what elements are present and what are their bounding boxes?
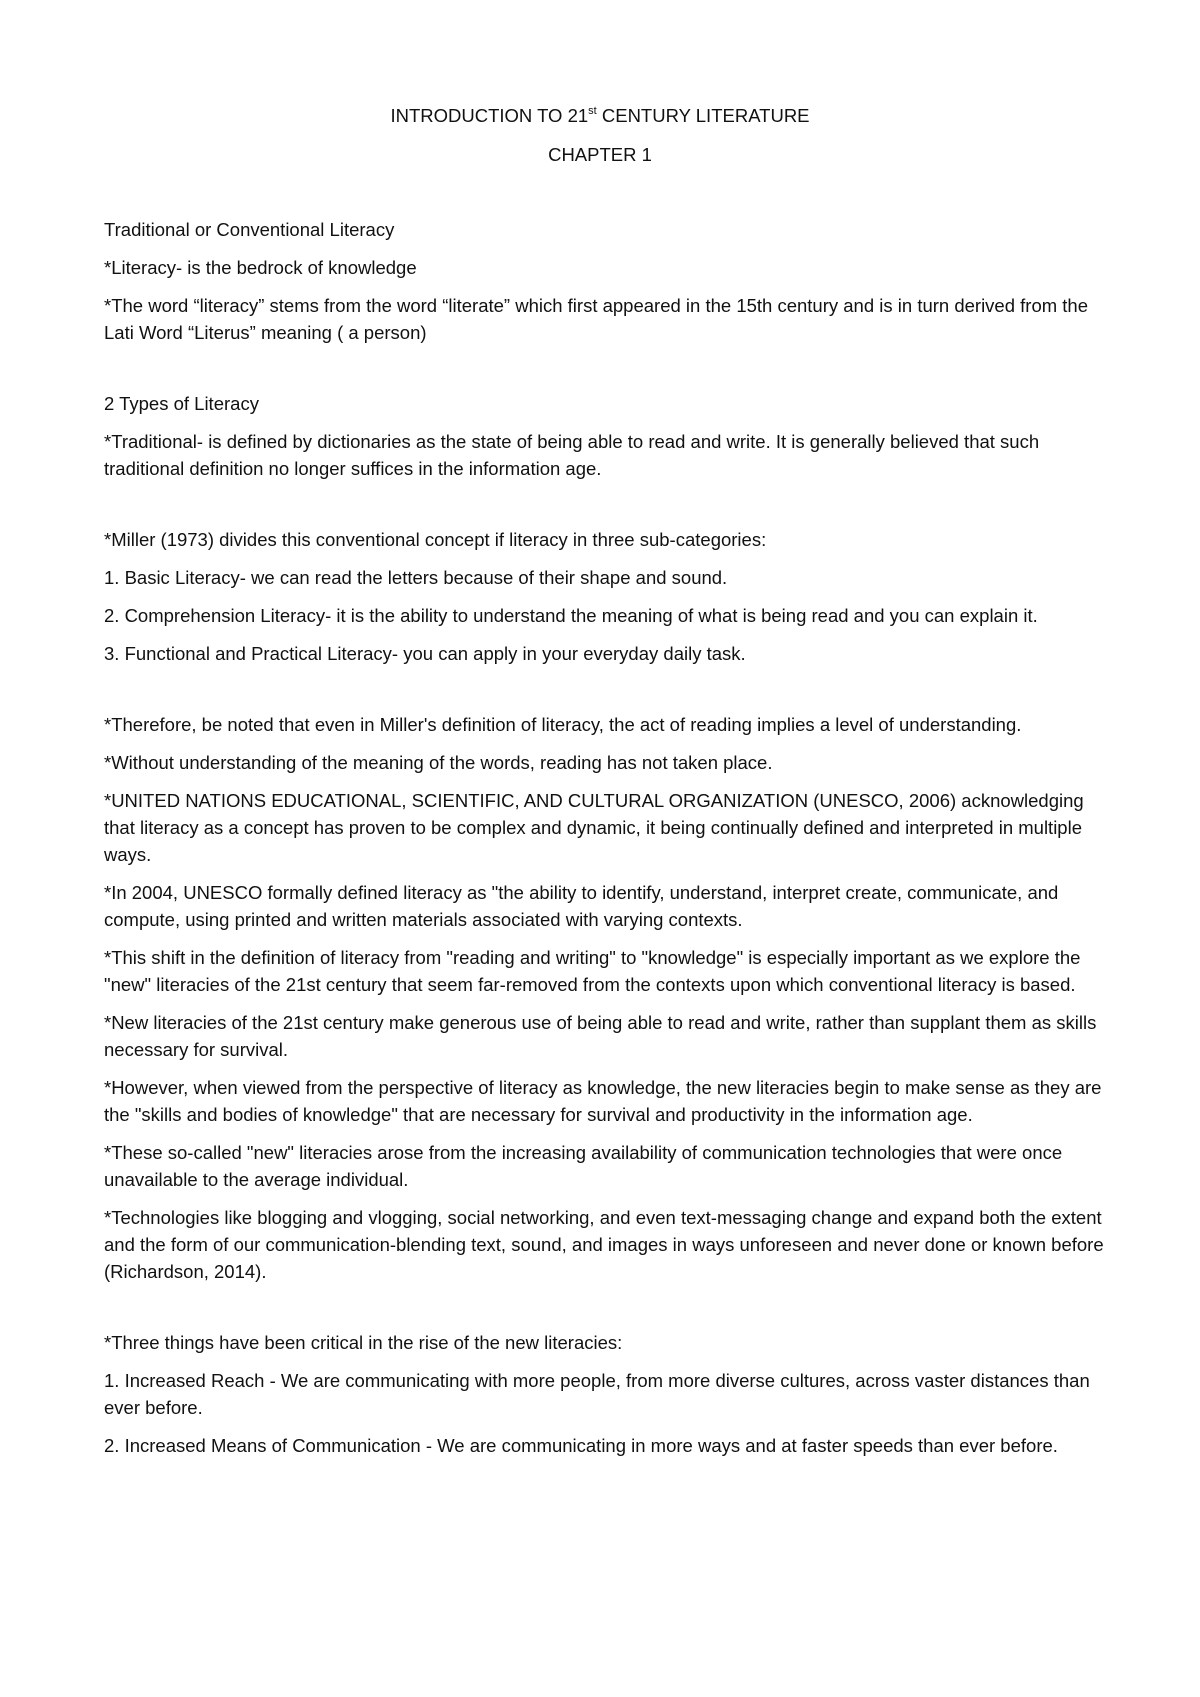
paragraph-miller-intro: *Miller (1973) divides this conventional concept if literacy in three sub-categories: — [104, 529, 767, 550]
list-item-increased-means: 2. Increased Means of Communication - We are communicating in more ways and at faster speeds than ever before. — [104, 1435, 1058, 1456]
paragraph-without-understanding: *Without understanding of the meaning of the words, reading has not taken place. — [104, 752, 773, 773]
paragraph-therefore: *Therefore, be noted that even in Miller's definition of literacy, the act of reading implies a level of understanding. — [104, 714, 1022, 735]
paragraph-traditional-definition: *Traditional- is defined by dictionaries as the state of being able to read and write. It is generally believed that such traditional definition no longer suffices in the information age. — [104, 431, 1040, 479]
section-heading-types-of-literacy: 2 Types of Literacy — [104, 393, 259, 414]
document-body — [104, 216, 1104, 1470]
list-item-increased-reach: 1. Increased Reach - We are communicating with more people, from more diverse cultures, across vaster distances than ever before. — [104, 1370, 1090, 1418]
chapter-heading: CHAPTER 1 — [548, 144, 652, 165]
title-suffix: CENTURY LITERATURE — [596, 105, 810, 126]
paragraph-unesco-2006: *UNITED NATIONS EDUCATIONAL, SCIENTIFIC, AND CULTURAL ORGANIZATION (UNESCO, 2006) acknowledging that literacy as a concept has proven to be complex and dynamic, it being continually defined and interpreted in multiple ways. — [104, 790, 1084, 865]
paragraph-word-origin: *The word “literacy” stems from the word “literate” which first appeared in the 15th century and is in turn derived from the Lati Word “Literus” meaning ( a person) — [104, 295, 1089, 343]
title-superscript: st — [588, 104, 597, 117]
list-item-basic-literacy: 1. Basic Literacy- we can read the letters because of their shape and sound. — [104, 567, 728, 588]
list-item-functional-literacy: 3. Functional and Practical Literacy- you can apply in your everyday daily task. — [104, 643, 746, 664]
paragraph-technologies: *Technologies like blogging and vlogging, social networking, and even text-messaging change and expand both the extent and the form of our communication-blending text, sound, and images in ways unforeseen and never done or known before (Richardson, 2014). — [104, 1207, 1104, 1282]
title-prefix: INTRODUCTION TO 21 — [390, 105, 589, 126]
paragraph-unesco-2004: *In 2004, UNESCO formally defined literacy as "the ability to identify, understand, interpret create, communicate, and compute, using printed and written materials associated with varying contexts. — [104, 882, 1059, 930]
paragraph-three-things: *Three things have been critical in the rise of the new literacies: — [104, 1332, 623, 1353]
paragraph-however: *However, when viewed from the perspective of literacy as knowledge, the new literacies begin to make sense as they are the "skills and bodies of knowledge" that are necessary for survival and productivity in the information age. — [104, 1077, 1102, 1125]
document-title — [0, 102, 1200, 129]
paragraph-new-literacies: *New literacies of the 21st century make generous use of being able to read and write, rather than supplant them as skills necessary for survival. — [104, 1012, 1097, 1060]
paragraph-definition-shift: *This shift in the definition of literacy from "reading and writing" to "knowledge" is especially important as we explore the "new" literacies of the 21st century that seem far-removed from the contexts upon which conventional literacy is based. — [104, 947, 1081, 995]
section-heading-traditional-literacy: Traditional or Conventional Literacy — [104, 219, 395, 240]
list-item-comprehension-literacy: 2. Comprehension Literacy- it is the ability to understand the meaning of what is being read and you can explain it. — [104, 605, 1038, 626]
paragraph-literacy-definition: *Literacy- is the bedrock of knowledge — [104, 257, 417, 278]
paragraph-so-called-new: *These so-called "new" literacies arose from the increasing availability of communication technologies that were once unavailable to the average individual. — [104, 1142, 1063, 1190]
